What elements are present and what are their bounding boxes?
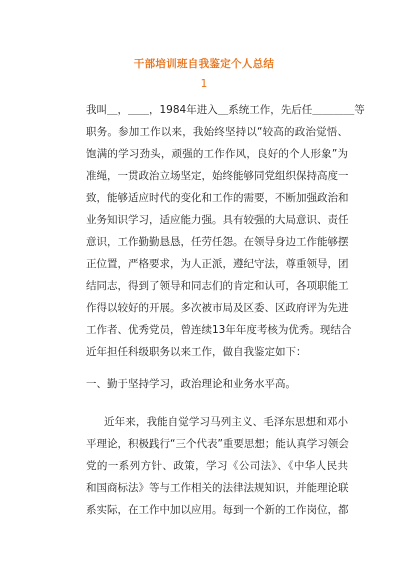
paragraph-line: 饱满的学习劲头，顽强的工作作风，良好的个人形象”为 [86,148,348,160]
paragraph-intro [86,99,365,363]
paragraph-line: 正位置，严格要求，为人正派，遵纪守法，尊重领导，团 [86,258,349,270]
page-number: 1 [200,78,208,90]
paragraph-line: 业务知识学习，适应能力强。具有较强的大局意识、责任 [86,214,349,226]
paragraph-line: 结同志，得到了领导和同志们的肯定和认可，各项职能工 [86,280,349,292]
paragraph-line: 作得以较好的开展。多次被市局及区委、区政府评为先进 [86,302,349,314]
paragraph-line: 党的一系列方针、政策，学习《公司法》、《中华人民共 [86,460,348,472]
paragraph-line: 致，能够适应时代的变化和工作的需要，不断加强政治和 [86,192,349,204]
paragraph-line: 平理论，积极践行“三个代表”重要思想；能认真学习领会 [86,438,349,450]
paragraph-line: 近年来，我能自觉学习马列主义、毛泽东思想和邓小 [104,416,348,428]
paragraph-line: 和国商标法》等与工作相关的法律法规知识，并能理论联 [86,482,349,494]
paragraph-line: 职务。参加工作以来，我始终坚持以“较高的政治觉悟、 [86,126,348,138]
paragraph-line: 我叫＿，＿＿，1984年进入＿系统工作，先后任＿＿＿＿等 [86,104,365,116]
paragraph-line: 准绳，一贯政治立场坚定，始终能够同党组织保持高度一 [86,170,349,182]
paragraph-line: 系实际，在工作中加以应用。每到一个新的工作岗位，都 [86,504,349,516]
paragraph-study [86,411,348,521]
paragraph-line: 近年担任科级职务以来工作，做自我鉴定如下： [86,346,307,358]
section-heading-line: 一、勤于坚持学习，政治理论和业务水平高。 [86,378,296,390]
paragraph-line: 工作者、优秀党员，曾连续13年年度考核为优秀。现结合 [86,324,352,336]
document-title: 干部培训班自我鉴定个人总结 [133,58,275,70]
paragraph-line: 意识，工作勤勤恳恳，任劳任怨。在领导身边工作能够摆 [86,236,349,248]
section-heading [86,373,348,395]
